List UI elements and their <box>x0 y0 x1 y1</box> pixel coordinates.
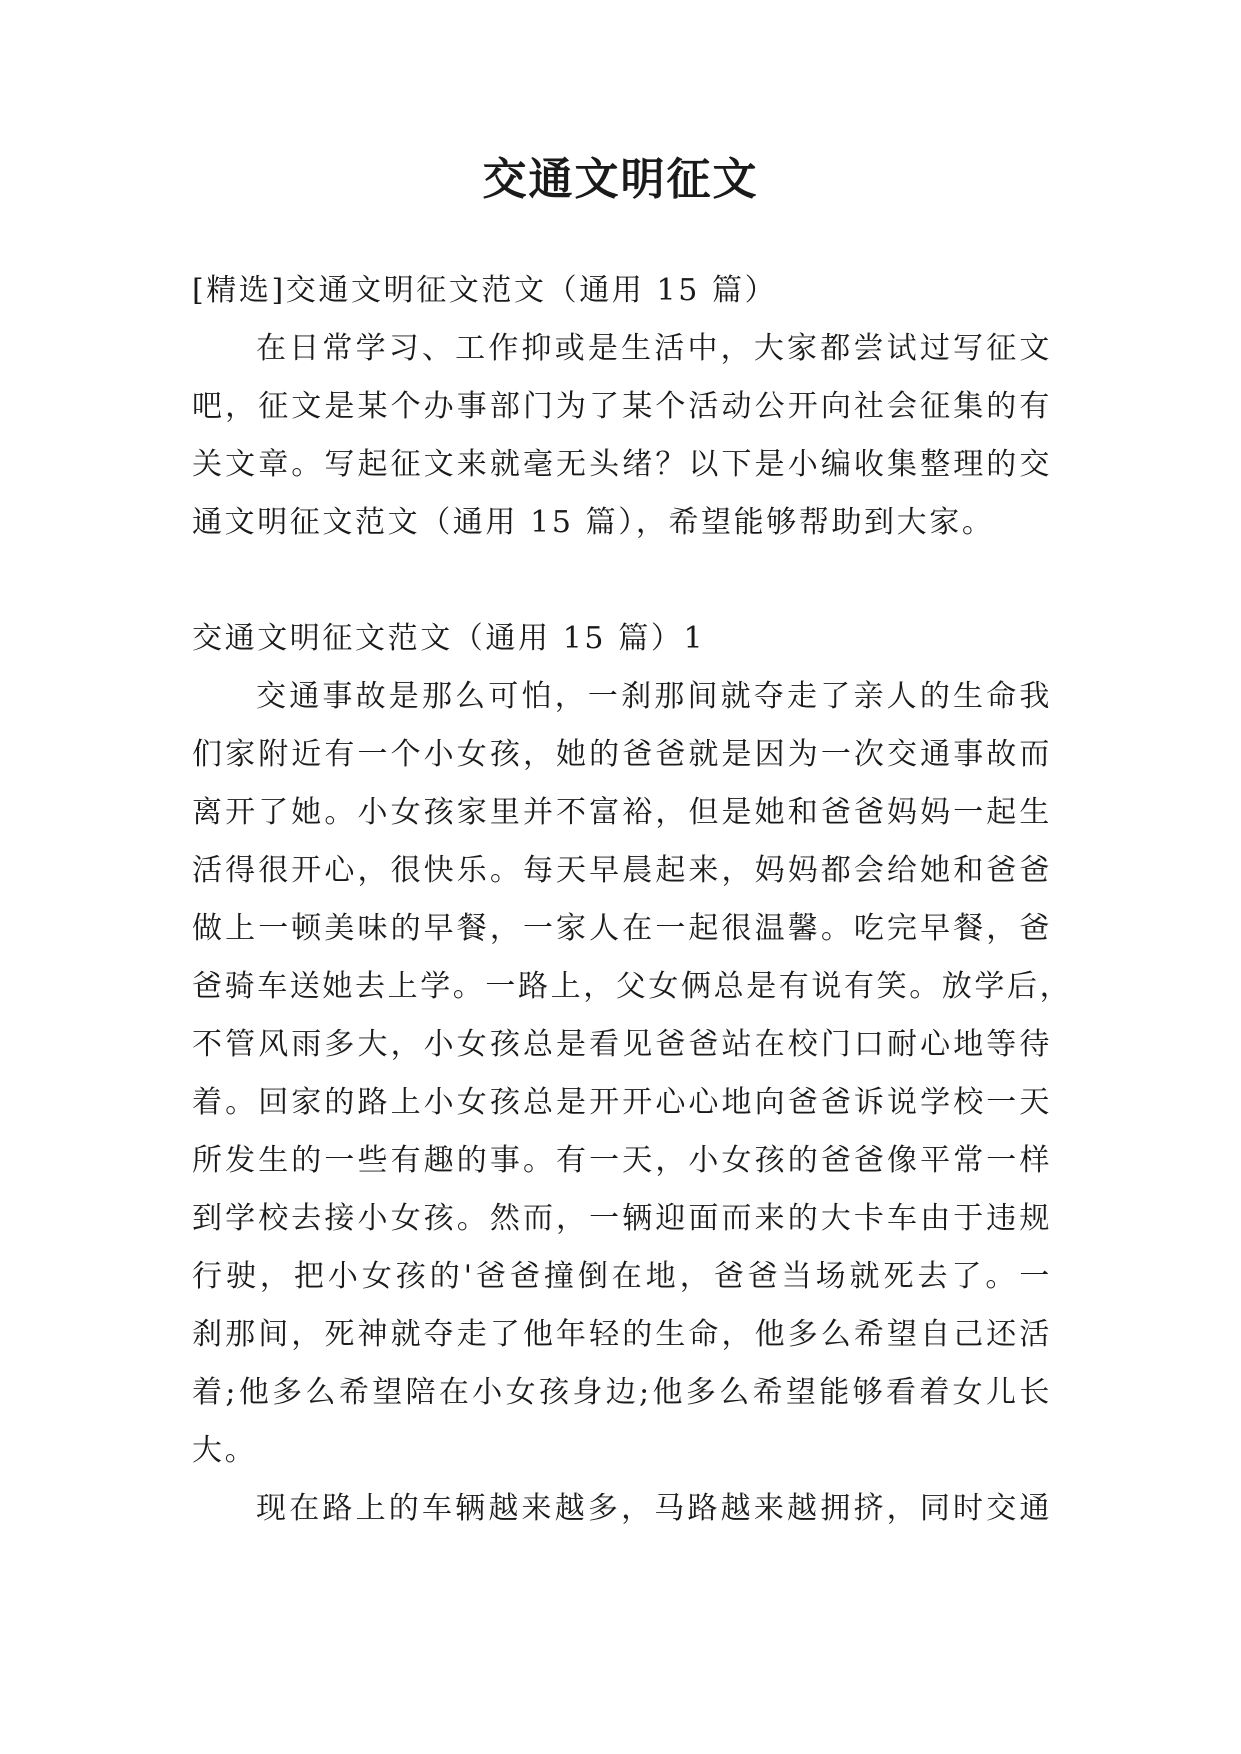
paragraph-line: 刹那间，死神就夺走了他年轻的生命，他多么希望自己还活 <box>192 1317 1052 1352</box>
paragraph-line: 离开了她。小女孩家里并不富裕，但是她和爸爸妈妈一起生 <box>192 795 1052 830</box>
section1-paragraph-1 <box>192 668 1073 1480</box>
paragraph-line: 行驶，把小女孩的'爸爸撞倒在地，爸爸当场就死去了。一 <box>192 1259 1052 1294</box>
paragraph-line: 现在路上的车辆越来越多，马路越来越拥挤，同时交通 <box>256 1491 1052 1526</box>
intro-line: 在日常学习、工作抑或是生活中，大家都尝试过写征文 <box>256 331 1052 366</box>
intro-paragraph <box>192 320 1052 552</box>
intro-line: 通文明征文范文（通用 15 篇），希望能够帮助到大家。 <box>192 505 995 540</box>
section1-paragraph-2 <box>192 1480 1052 1538</box>
paragraph-line: 交通事故是那么可怕，一刹那间就夺走了亲人的生命我 <box>256 679 1052 714</box>
paragraph-line: 着。回家的路上小女孩总是开开心心地向爸爸诉说学校一天 <box>192 1085 1052 1120</box>
document-title: 交通文明征文 <box>482 154 759 205</box>
paragraph-line: 大。 <box>192 1433 258 1468</box>
document-body <box>192 262 1073 1538</box>
paragraph-line: 不管风雨多大，小女孩总是看见爸爸站在校门口耐心地等待 <box>192 1027 1052 1062</box>
paragraph-line: 到学校去接小女孩。然而，一辆迎面而来的大卡车由于违规 <box>192 1201 1052 1236</box>
paragraph-line: 所发生的一些有趣的事。有一天，小女孩的爸爸像平常一样 <box>192 1143 1052 1178</box>
section-heading: 交通文明征文范文（通用 15 篇）1 <box>192 621 706 656</box>
paragraph-line: 们家附近有一个小女孩，她的爸爸就是因为一次交通事故而 <box>192 737 1052 772</box>
intro-line: 吧，征文是某个办事部门为了某个活动公开向社会征集的有 <box>192 389 1052 424</box>
paragraph-line: 做上一顿美味的早餐，一家人在一起很温馨。吃完早餐，爸 <box>192 911 1052 946</box>
paragraph-line: 着;他多么希望陪在小女孩身边;他多么希望能够看着女儿长 <box>192 1375 1052 1410</box>
paragraph-gap <box>192 552 1052 610</box>
paragraph-line: 爸骑车送她去上学。一路上，父女俩总是有说有笑。放学后， <box>192 969 1073 1004</box>
document-subtitle: [精选]交通文明征文范文（通用 15 篇） <box>192 273 778 308</box>
intro-line: 关文章。写起征文来就毫无头绪？以下是小编收集整理的交 <box>192 447 1052 482</box>
paragraph-line: 活得很开心，很快乐。每天早晨起来，妈妈都会给她和爸爸 <box>192 853 1052 888</box>
